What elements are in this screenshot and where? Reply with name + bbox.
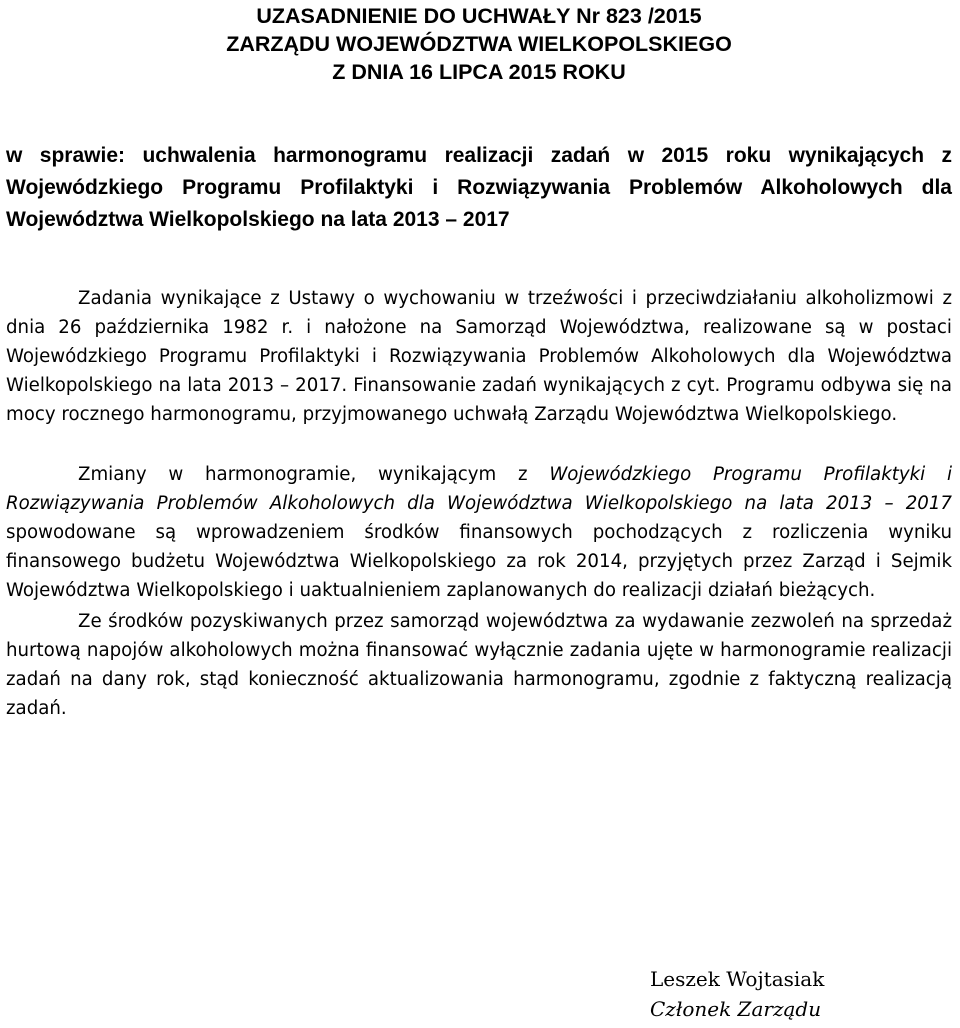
paragraph-changes bbox=[6, 460, 952, 605]
header-authority: ZARZĄDU WOJEWÓDZTWA WIELKOPOLSKIEGO bbox=[226, 32, 732, 56]
document-page bbox=[6, 0, 952, 723]
paragraph-legal-basis: Zadania wynikające z Ustawy o wychowaniu w trzeźwości i przeciwdziałaniu alkoholizmowi z dnia 26 października 1982 r. i nałożone na Samorząd Województwa, realizowane są w postaci Wojewódzkiego Programu Profilaktyki i Rozwiązywania Problemów Alkoholowych dla Województwa Wielkopolskiego na lata 2013 – 2017. Finansowanie zadań wynikających z cyt. Programu odbywa się na mocy rocznego harmonogramu, przyjmowanego uchwałą Zarządu Województwa Wielkopolskiego. bbox=[6, 288, 952, 425]
program-name-italic: Wojewódzkiego Programu Profilaktyki i Rozwiązywania Problemów Alkoholowych dla Województwa Wielkopolskiego na lata 2013 – 2017 bbox=[6, 464, 953, 514]
header-title: UZASADNIENIE DO UCHWAŁY Nr 823 /2015 bbox=[256, 4, 702, 28]
paragraph-funding: Ze środków pozyskiwanych przez samorząd województwa za wydawanie zezwoleń na sprzedaż hurtową napojów alkoholowych można finansować wyłącznie zadania ujęte w harmonogramie realizacji zadań na dany rok, stąd konieczność aktualizowania harmonogramu, zgodnie z faktyczną realizacją zadań. bbox=[6, 611, 952, 719]
signatory-name: Leszek Wojtasiak bbox=[650, 967, 825, 991]
document-header bbox=[6, 0, 952, 86]
signatory-role: Członek Zarządu bbox=[650, 997, 822, 1021]
paragraph-changes-start: Zmiany w harmonogramie, wynikającym z bbox=[78, 464, 550, 485]
header-date: Z DNIA 16 LIPCA 2015 ROKU bbox=[332, 60, 626, 84]
document-subject: w sprawie: uchwalenia harmonogramu realizacji zadań w 2015 roku wynikających z Wojewódzkiego Programu Profilaktyki i Rozwiązywania Problemów Alkoholowych dla Województwa Wielkopolskiego na lata 2013 – 2017 bbox=[6, 144, 952, 231]
signature-block bbox=[650, 964, 950, 1024]
paragraph-changes-end: spowodowane są wprowadzeniem środków finansowych pochodzących z rozliczenia wyniku finansowego budżetu Województwa Wielkopolskiego za rok 2014, przyjętych przez Zarząd i Sejmik Województwa Wielkopolskiego i uaktualnieniem zaplanowanych do realizacji działań bieżących. bbox=[6, 522, 952, 601]
